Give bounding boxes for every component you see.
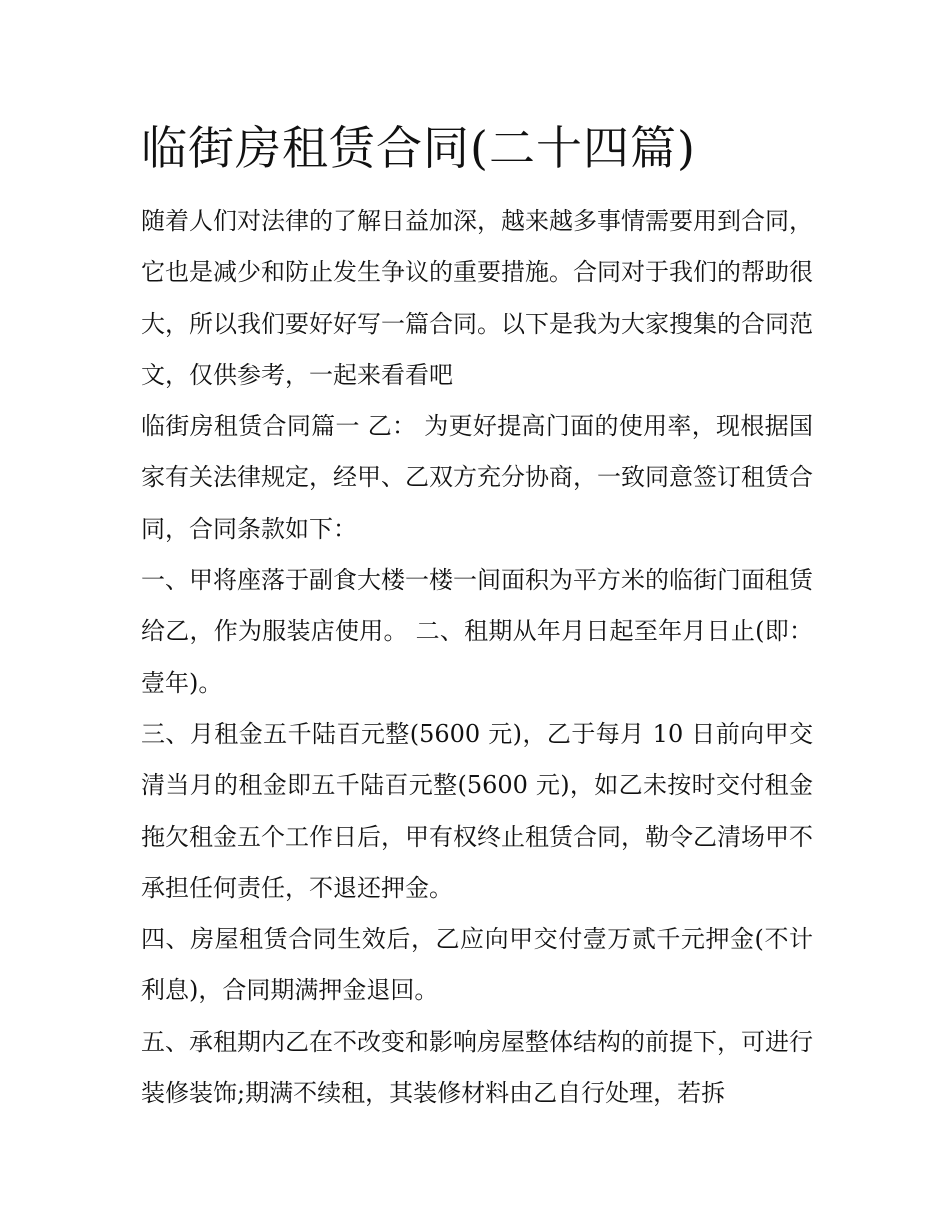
clause-5-paragraph: 五、承租期内乙在不改变和影响房屋整体结构的前提下，可进行装修装饰;期满不续租，其装修材料由乙自行处理，若拆 — [141, 1027, 813, 1108]
clause-3-paragraph: 三、月租金五千陆百元整(5600 元)，乙于每月 10 日前向甲交清当月的租金即五千陆百元整(5600 元)，如乙未按时交付租金拖欠租金五个工作日后，甲有权终止租赁合同，勒令乙清场甲不承担任何责任，不退还押金。 — [141, 719, 813, 902]
document-page — [141, 108, 813, 1119]
clause-1-2-paragraph: 一、甲将座落于副食大楼一楼一间面积为平方米的临街门面租赁给乙，作为服装店使用。 二、租期从年月日起至年月日止(即：壹年)。 — [141, 566, 813, 697]
document-title: 临街房租赁合同(二十四篇) — [141, 121, 696, 175]
intro-paragraph: 随着人们对法律的了解日益加深，越来越多事情需要用到合同，它也是减少和防止发生争议的重要措施。合同对于我们的帮助很大，所以我们要好好写一篇合同。以下是我为大家搜集的合同范文，仅供参考，一起来看看吧 — [141, 207, 813, 389]
contract-preamble-paragraph: 临街房租赁合同篇一 乙： 为更好提高门面的使用率，现根据国家有关法律规定，经甲、乙双方充分协商，一致同意签订租赁合同，合同条款如下： — [141, 412, 813, 543]
clause-4-paragraph: 四、房屋租赁合同生效后，乙应向甲交付壹万贰千元押金(不计利息)，合同期满押金退回。 — [141, 925, 813, 1005]
